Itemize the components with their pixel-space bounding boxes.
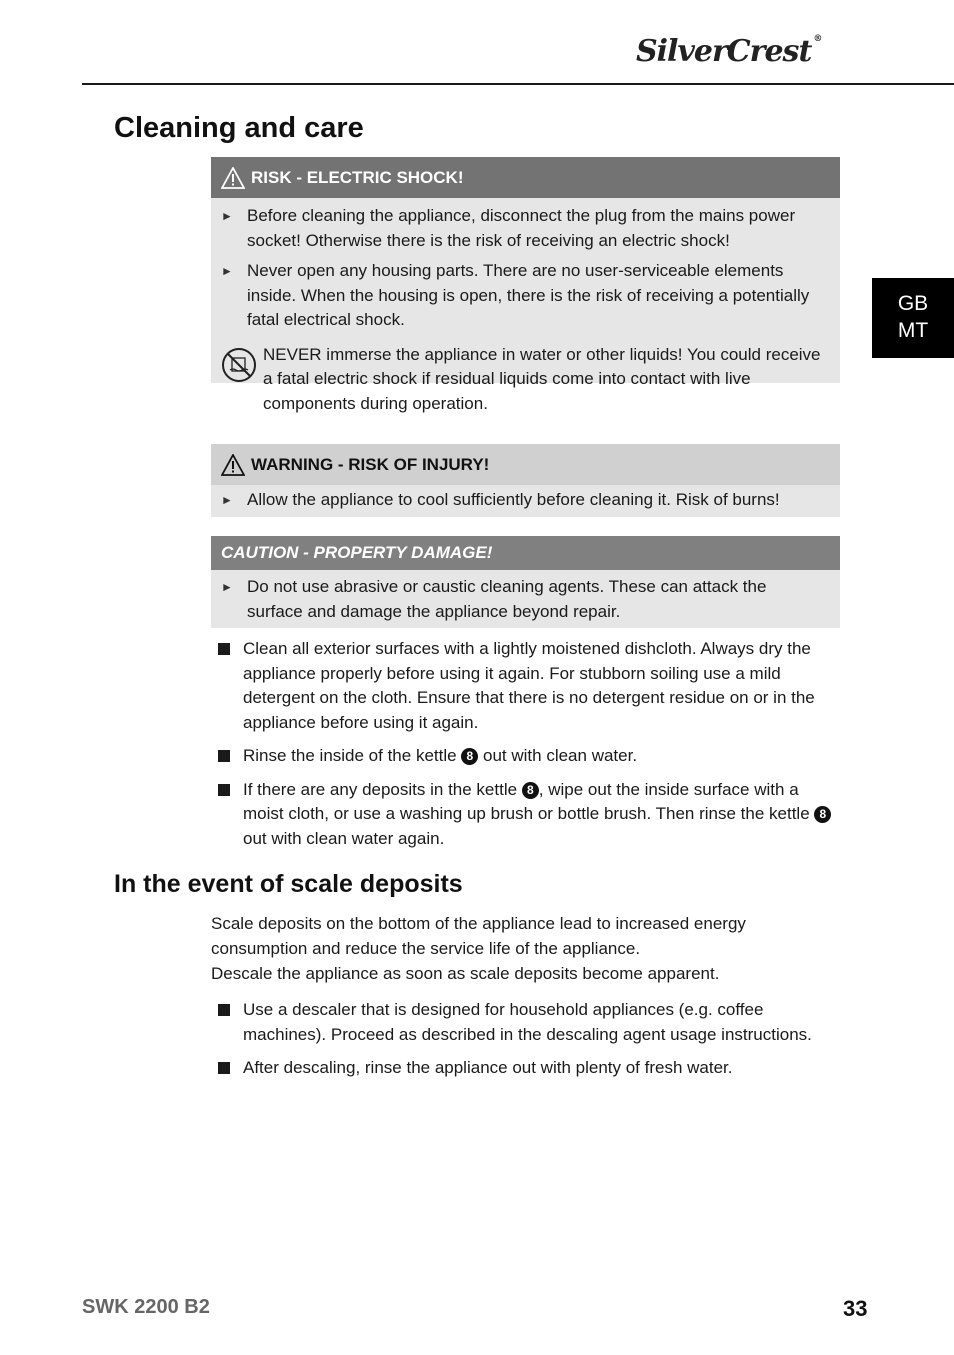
language-tab: [872, 278, 954, 358]
list-item: After descaling, rinse the appliance out with plenty of fresh water.: [218, 1056, 836, 1081]
section-title-cleaning: Cleaning and care: [114, 112, 364, 144]
page-number: 33: [843, 1296, 868, 1321]
square-bullet-icon: [218, 750, 230, 762]
warning-box-heading: WARNING - RISK OF INJURY!: [211, 444, 840, 485]
arrow-bullet-icon: ►: [221, 264, 233, 278]
part-number-badge: 8: [814, 806, 831, 823]
section-title-scale: In the event of scale deposits: [114, 870, 463, 898]
part-number-badge: 8: [461, 748, 478, 765]
caution-box-body: [211, 570, 840, 628]
list-item: ► Never open any housing parts. There are no user-serviceable elements inside. When the housing is open, there is the risk of receiving a potentially fatal electrical shock.: [221, 259, 826, 333]
descaling-instructions: [218, 998, 836, 1090]
header-rule: [82, 83, 954, 85]
warning-injury-box: [211, 444, 840, 517]
immerse-warning: NEVER immerse the appliance in water or other liquids! You could receive a fatal electric shock if residual liquids come into contact with live components during operation.: [221, 343, 826, 417]
language-code: MT: [897, 319, 929, 342]
arrow-bullet-icon: ►: [221, 209, 233, 223]
caution-box-heading: CAUTION - PROPERTY DAMAGE!: [211, 536, 840, 570]
warning-triangle-icon: [221, 167, 245, 189]
no-immersion-icon: [221, 347, 257, 383]
risk-box-heading: RISK - ELECTRIC SHOCK!: [211, 157, 840, 198]
list-item: Use a descaler that is designed for household appliances (e.g. coffee machines). Proceed as described in the descaling agent usage instructions.: [218, 998, 836, 1047]
square-bullet-icon: [218, 1004, 230, 1016]
part-number-badge: 8: [522, 782, 539, 799]
warning-triangle-icon: [221, 454, 245, 476]
brand-logo: SilverCrest ®: [636, 34, 822, 69]
list-item: ► Before cleaning the appliance, disconnect the plug from the mains power socket! Otherwise there is the risk of receiving an electric shock!: [221, 204, 826, 253]
risk-box-body: [211, 198, 840, 413]
model-number: SWK 2200 B2: [82, 1296, 210, 1318]
list-item: ► Do not use abrasive or caustic cleaning agents. These can attack the surface and damage the appliance beyond repair.: [221, 575, 826, 624]
square-bullet-icon: [218, 784, 230, 796]
language-code: GB: [897, 292, 929, 315]
scale-intro: Scale deposits on the bottom of the appliance lead to increased energy consumption and reduce the service life of the appliance. Descale the appliance as soon as scale deposits become apparent.: [211, 914, 746, 983]
warning-box-body: [211, 485, 840, 517]
list-item: ► Allow the appliance to cool sufficiently before cleaning it. Risk of burns!: [221, 488, 826, 513]
square-bullet-icon: [218, 643, 230, 655]
list-item: Rinse the inside of the kettle 8 out with clean water.: [218, 744, 836, 769]
arrow-bullet-icon: ►: [221, 580, 233, 594]
arrow-bullet-icon: ►: [221, 493, 233, 507]
square-bullet-icon: [218, 1062, 230, 1074]
caution-property-box: [211, 536, 840, 628]
list-item: If there are any deposits in the kettle 8 , wipe out the inside surface with a moist cloth, or use a washing up brush or bottle brush. Then rinse the kettle 8 out with clean water again.: [218, 778, 836, 852]
list-item: Clean all exterior surfaces with a lightly moistened dishcloth. Always dry the appliance properly before using it again. For stubborn soiling use a mild detergent on the cloth. Ensure that there is no detergent residue on or in the appliance before using it again.: [218, 637, 836, 735]
risk-electric-shock-box: [211, 157, 840, 413]
cleaning-instructions: [218, 637, 836, 860]
